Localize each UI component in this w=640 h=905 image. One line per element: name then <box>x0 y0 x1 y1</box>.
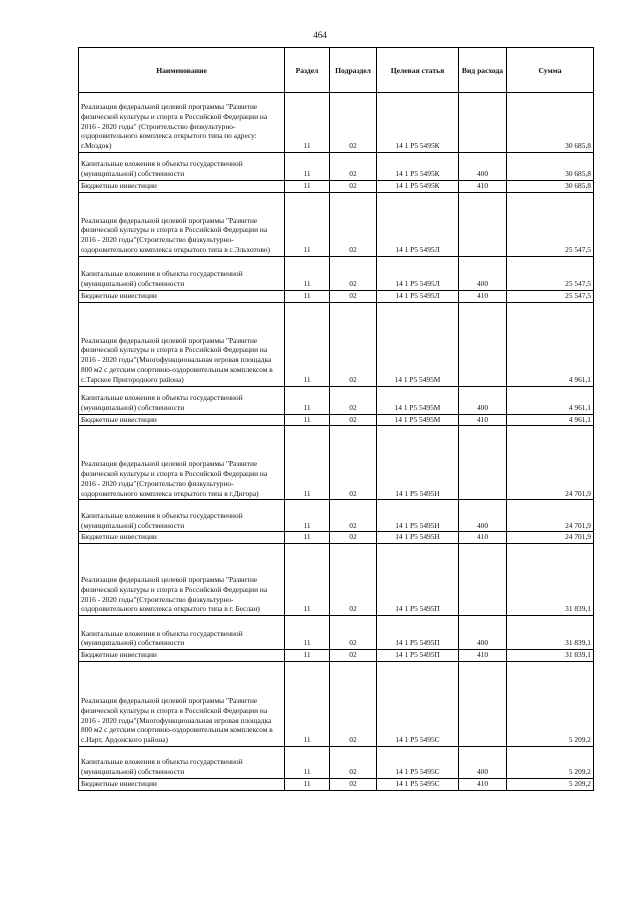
cell-subsection: 02 <box>330 616 377 650</box>
cell-section: 11 <box>285 661 330 746</box>
cell-subsection: 02 <box>330 544 377 616</box>
column-header-section: Раздел <box>285 48 330 93</box>
cell-name: Бюджетные инвестиции <box>79 650 285 662</box>
cell-name: Капитальные вложения в объекты государственной (муниципальной) собственности <box>79 153 285 181</box>
cell-name: Реализация федеральной целевой программы "Развитие физической культуры и спорта в Российской Федерации на 2016 - 2020 годы"(Многофункциональная игровая площадка 800 м2 с детским спортивно-оздоровительным комплексом в с.Тарское Пригородного района) <box>79 302 285 386</box>
table-row <box>79 153 594 181</box>
cell-subsection: 02 <box>330 650 377 662</box>
table-row <box>79 616 594 650</box>
cell-target: 14 1 Р5 5495Л <box>377 256 459 290</box>
cell-type: 410 <box>459 181 507 193</box>
table-row <box>79 532 594 544</box>
cell-subsection: 02 <box>330 661 377 746</box>
table-row <box>79 661 594 746</box>
cell-name: Капитальные вложения в объекты государственной (муниципальной) собственности <box>79 386 285 414</box>
cell-section: 11 <box>285 256 330 290</box>
cell-name: Реализация федеральной целевой программы "Развитие физической культуры и спорта в Российской Федерации на 2016 - 2020 годы"(Строительство физкультурно-оздоровительного комплекса открытого типа в с.Эльхотово) <box>79 192 285 256</box>
cell-type: 410 <box>459 778 507 790</box>
cell-name: Реализация федеральной целевой программы "Развитие физической культуры и спорта в Российской Федерации на 2016 - 2020 годы" (Строительство физкультурно-оздоровительного комплекса открытого типа по адресу: г.Моздок) <box>79 93 285 153</box>
table-header-row <box>79 48 594 93</box>
table-row <box>79 426 594 500</box>
table-row <box>79 181 594 193</box>
cell-section: 11 <box>285 616 330 650</box>
cell-target: 14 1 Р5 5495Н <box>377 500 459 532</box>
cell-target: 14 1 Р5 5495Л <box>377 192 459 256</box>
cell-type: 400 <box>459 256 507 290</box>
cell-target: 14 1 Р5 5495Л <box>377 290 459 302</box>
cell-section: 11 <box>285 153 330 181</box>
cell-target: 14 1 Р5 5495С <box>377 661 459 746</box>
cell-section: 11 <box>285 650 330 662</box>
cell-type <box>459 544 507 616</box>
cell-subsection: 02 <box>330 746 377 778</box>
cell-section: 11 <box>285 414 330 426</box>
table-row <box>79 302 594 386</box>
cell-sum: 5 209,2 <box>507 778 594 790</box>
cell-target: 14 1 Р5 5495П <box>377 616 459 650</box>
table-row <box>79 746 594 778</box>
cell-type: 400 <box>459 616 507 650</box>
cell-sum: 24 701,9 <box>507 500 594 532</box>
budget-table <box>78 47 594 791</box>
table-row <box>79 192 594 256</box>
column-header-name: Наименование <box>79 48 285 93</box>
cell-type <box>459 192 507 256</box>
cell-target: 14 1 Р5 5495М <box>377 414 459 426</box>
cell-name: Бюджетные инвестиции <box>79 778 285 790</box>
cell-subsection: 02 <box>330 181 377 193</box>
table-row <box>79 414 594 426</box>
cell-name: Капитальные вложения в объекты государственной (муниципальной) собственности <box>79 746 285 778</box>
cell-sum: 5 209,2 <box>507 746 594 778</box>
page-number: 464 <box>313 30 327 40</box>
table-row <box>79 93 594 153</box>
cell-section: 11 <box>285 746 330 778</box>
cell-target: 14 1 Р5 5495Н <box>377 532 459 544</box>
cell-type: 400 <box>459 153 507 181</box>
cell-sum: 4 961,1 <box>507 414 594 426</box>
cell-type: 410 <box>459 650 507 662</box>
cell-section: 11 <box>285 302 330 386</box>
cell-section: 11 <box>285 500 330 532</box>
cell-section: 11 <box>285 290 330 302</box>
cell-type <box>459 661 507 746</box>
cell-sum: 30 685,8 <box>507 181 594 193</box>
column-header-subsection: Подраздел <box>330 48 377 93</box>
cell-target: 14 1 Р5 5495Н <box>377 426 459 500</box>
cell-type <box>459 426 507 500</box>
cell-sum: 31 839,1 <box>507 544 594 616</box>
cell-subsection: 02 <box>330 93 377 153</box>
cell-subsection: 02 <box>330 778 377 790</box>
cell-subsection: 02 <box>330 290 377 302</box>
cell-type: 400 <box>459 500 507 532</box>
cell-subsection: 02 <box>330 153 377 181</box>
cell-target: 14 1 Р5 5495С <box>377 778 459 790</box>
cell-subsection: 02 <box>330 532 377 544</box>
cell-name: Капитальные вложения в объекты государственной (муниципальной) собственности <box>79 256 285 290</box>
cell-target: 14 1 Р5 5495М <box>377 386 459 414</box>
table-row <box>79 290 594 302</box>
column-header-type: Вид расхода <box>459 48 507 93</box>
cell-name: Капитальные вложения в объекты государственной (муниципальной) собственности <box>79 500 285 532</box>
cell-target: 14 1 Р5 5495К <box>377 181 459 193</box>
cell-section: 11 <box>285 426 330 500</box>
table-row <box>79 256 594 290</box>
cell-section: 11 <box>285 93 330 153</box>
cell-name: Бюджетные инвестиции <box>79 532 285 544</box>
cell-sum: 30 685,8 <box>507 93 594 153</box>
cell-name: Бюджетные инвестиции <box>79 290 285 302</box>
table-row <box>79 544 594 616</box>
cell-type: 410 <box>459 532 507 544</box>
cell-subsection: 02 <box>330 192 377 256</box>
cell-name: Бюджетные инвестиции <box>79 414 285 426</box>
cell-target: 14 1 Р5 5495К <box>377 153 459 181</box>
cell-type: 410 <box>459 290 507 302</box>
cell-section: 11 <box>285 181 330 193</box>
cell-target: 14 1 Р5 5495П <box>377 650 459 662</box>
cell-name: Капитальные вложения в объекты государственной (муниципальной) собственности <box>79 616 285 650</box>
cell-type <box>459 93 507 153</box>
cell-subsection: 02 <box>330 414 377 426</box>
cell-type: 410 <box>459 414 507 426</box>
cell-sum: 4 961,1 <box>507 386 594 414</box>
cell-target: 14 1 Р5 5495М <box>377 302 459 386</box>
table-row <box>79 650 594 662</box>
table-row <box>79 500 594 532</box>
cell-type <box>459 302 507 386</box>
cell-type: 400 <box>459 746 507 778</box>
cell-name: Реализация федеральной целевой программы "Развитие физической культуры и спорта в Российской Федерации на 2016 - 2020 годы"(Строительство физкультурно-оздоровительного комплекса открытого типа в г. Беслан) <box>79 544 285 616</box>
table-row <box>79 778 594 790</box>
cell-sum: 25 547,5 <box>507 192 594 256</box>
cell-sum: 25 547,5 <box>507 256 594 290</box>
cell-subsection: 02 <box>330 426 377 500</box>
cell-section: 11 <box>285 778 330 790</box>
cell-target: 14 1 Р5 5495К <box>377 93 459 153</box>
cell-target: 14 1 Р5 5495С <box>377 746 459 778</box>
cell-name: Бюджетные инвестиции <box>79 181 285 193</box>
column-header-target: Целевая статья <box>377 48 459 93</box>
cell-section: 11 <box>285 544 330 616</box>
cell-name: Реализация федеральной целевой программы "Развитие физической культуры и спорта в Российской Федерации на 2016 - 2020 годы"(Строительство физкультурно-оздоровительного комплекса открытого типа в г.Дигора) <box>79 426 285 500</box>
column-header-sum: Сумма <box>507 48 594 93</box>
cell-sum: 5 209,2 <box>507 661 594 746</box>
cell-subsection: 02 <box>330 256 377 290</box>
cell-subsection: 02 <box>330 500 377 532</box>
cell-sum: 4 961,1 <box>507 302 594 386</box>
table-row <box>79 386 594 414</box>
cell-sum: 31 839,1 <box>507 616 594 650</box>
cell-subsection: 02 <box>330 302 377 386</box>
cell-name: Реализация федеральной целевой программы "Развитие физической культуры и спорта в Российской Федерации на 2016 - 2020 годы"(Многофункциональная игровая площадка 800 м2 с детским спортивно-оздоровительным комплексом в с.Нарт, Ардонского района) <box>79 661 285 746</box>
cell-section: 11 <box>285 532 330 544</box>
cell-sum: 24 701,9 <box>507 532 594 544</box>
table-body <box>79 93 594 791</box>
cell-sum: 30 685,8 <box>507 153 594 181</box>
cell-subsection: 02 <box>330 386 377 414</box>
cell-target: 14 1 Р5 5495П <box>377 544 459 616</box>
cell-section: 11 <box>285 386 330 414</box>
cell-sum: 25 547,5 <box>507 290 594 302</box>
cell-sum: 24 701,9 <box>507 426 594 500</box>
cell-type: 400 <box>459 386 507 414</box>
cell-sum: 31 839,1 <box>507 650 594 662</box>
cell-section: 11 <box>285 192 330 256</box>
